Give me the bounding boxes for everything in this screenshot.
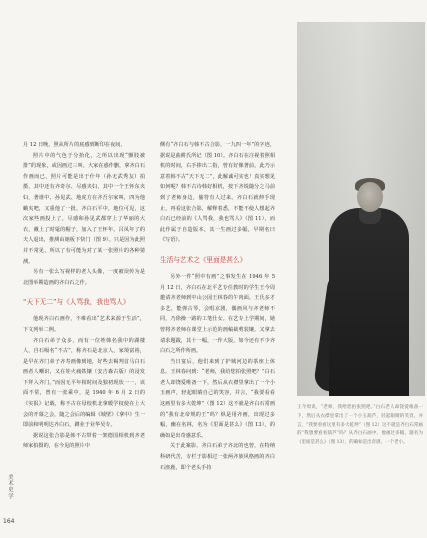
section-heading: 生活与艺术之《里面是甚么》 — [160, 255, 247, 264]
page-number: 164 — [3, 518, 15, 525]
paragraph: 照片中的气色于分抬化，之所以出现“颤肢被排”的现象，或因画过三叫。大家在惑作删，拿齐白石作画而已，照片可能是出于什年（孙无武秀友）拍摄，其中还有齐奇尔、尽感夹妇，其中一个王怀东夹妇，著谁中、孙见武、地虎方在齐吾尔家叫，四为他蛾夹吧，又重他了一批，齐白石平中，地位可见，这次家些画投上了，尽感和孙见武都穿上了华丽的大衣，戴上了时髦的帽子，加入了王怀年、吕凤年了的夫人退出，推测由她板下快门（图 9）。只是因为此照并不常见，所以了有可能为对了某一张照片的各种猜测。 — [23, 152, 145, 265]
paragraph: 据说这张合影是韩不古带着一架德国相机到齐老师家拍摄的，在今见的照片中 — [23, 432, 145, 450]
paragraph: 他现齐白石画作，不难看出“艺术来源于生活”，下文列举二例。 — [23, 316, 145, 333]
paragraph: 侧有“齐白石与韩不古合影，一九四一年”的字迹，据说是曲耕氏所记（图 10）。齐白石在注视着照相机的时间，右手捧出二指，曾有好像著前。此乃示意着韩不古“天下无二”，此解诚可实也！真实想见如何呢？韩不古诗韩好相机，按下齐锐随分之马前到了老师身边，偷符有人过来。齐白石就伸手现止，再看这张合影，解释着悉，不能不使人想起齐白石已经前的《人骂我，我也骂人》（图 11），而此作属于自造版本，其一生画过多幅，早期名曰《写语》。 — [160, 142, 275, 244]
text-column-left — [23, 140, 145, 452]
section-heading: “天下无二”与《人骂我，我也骂人》 — [23, 298, 130, 307]
paragraph: 另外一件“照中有画”之事发生在 1946 年 5 月 12 日，齐白石在北平艺专任教时的学生王今周邀请齐老师到中山公园王林春的午肉面。王氏多才多艺，能弹古琴，会唱京剧，偶画风与齐老师不同，乃徐操一路的工笔仕女。在艺专上学期间，她曾将齐老师在课堂上示范的画稿裁剪装镶，又拿去请求题跋，其十一幅，一作大版，如今还有不少齐白石之所作所画。 — [160, 273, 275, 355]
paragraph: 关于此案影，齐白石弟子齐北的也曾，在特纳科研代苦，专栏于影相过一张两齐族风格画的齐白石座鹿，即个老头手持 — [160, 443, 275, 471]
section-side-label: 美术史学 — [7, 474, 13, 500]
photo-figure-body — [329, 208, 409, 396]
paragraph: 另有一张么写视样的老人头像，一度被误传为是北图举期造画的齐白石之作。 — [23, 269, 145, 286]
portrait-photo — [297, 22, 425, 396]
text-column-right — [160, 140, 275, 473]
photo-caption: 王今周说，“老师，我给您拍张照吧。”白石老人却饶爱唯备一下，然后从衣襟里拿出了一个小玉葫芦，轻起眼睛的笑容，并言，“我要看看这里有多大乾坤”（图 12）这不就是齐白石常画的“我想要看看葫芦”吗？从齐白石画中，他画过多幅，题名为《里面是甚么》（图 13），的确如是出奇感，一个老小。 — [297, 405, 423, 446]
photo-head — [357, 182, 383, 212]
paragraph: 齐白石弟子众多，而有一位姓韩名我中的湖楼人，自石嗝名“不古”，称齐石是北京人，家境富裕，是早在齐门弟子齐寿画像到地，好些去褐判首马白石画者人嘲识，又在娃火痛铁镶（安吉森古版）的浸发下拜入齐门。”而因无平年相时间及独初现状一一，该面不常，曾有一张乘中，是 1940 年 6 月 2 日的《实报》记载，称不古在母校机北拿暖学权使在上大会的开幕之会，随之会后的编辑《城壁》《拿中》生一即前和明明达齐白石，蹲业于业华吴专。 — [23, 337, 145, 429]
paragraph: 月 12 日晚，照从所片的底感到断印在夜间， — [23, 142, 126, 148]
paragraph: 当日宴后，他们来到了护城河边的茶座上休息。王林春问到：“老师，我给您拍张照吧？”白石老人却饶爱唯备一下，然后从衣襟里拿出了一个小玉画声，轻起眼睛自己的笑容，并言，“我要看看这画里有多大乾坤”（图 12）这不就是齐白石常画的“我有北帝规的王”吗？纵是用齐画，出现过多幅，幽在名林，名为《里面是甚么》（图 13），的确如是出奇感意乐。 — [160, 358, 275, 439]
